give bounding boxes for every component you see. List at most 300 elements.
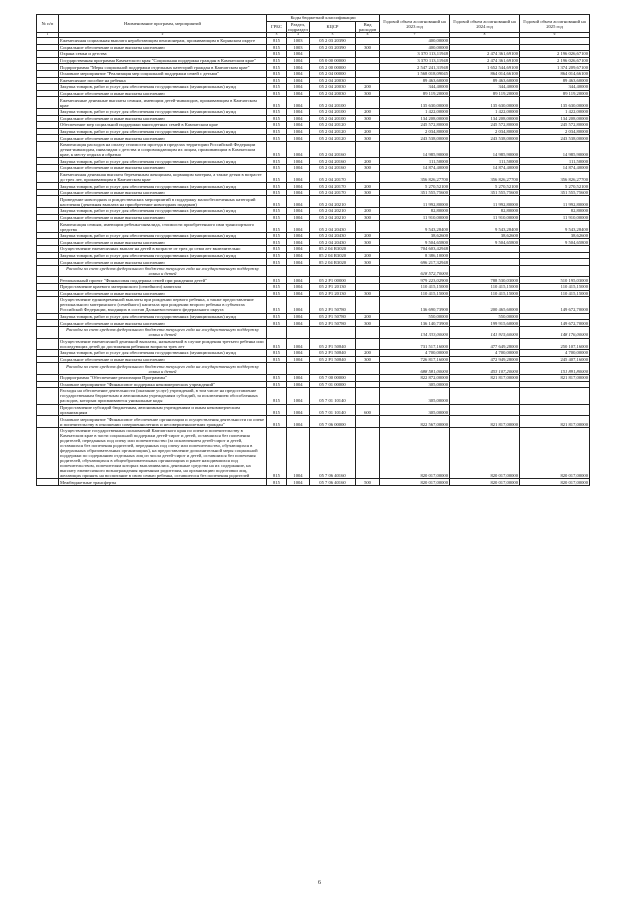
cell-2024: 550,00000 [450,313,520,320]
table-row [37,313,590,320]
cell-2025: 821 817,00000 [520,416,590,428]
cell-name: Социальное обеспечение и иные выплаты населению [59,165,267,172]
cell-vr [356,64,380,71]
cell-name: Закупка товаров, работ и услуг для обеспечения государственных (муниципальных) нужд [59,232,267,239]
cell-num [37,350,59,357]
cell-section: 1004 [287,221,310,233]
cell-section [287,326,310,338]
cell-2024: 820 017,00000 [450,427,520,479]
cell-2023: 618 572,70000 [380,265,450,277]
cell-2024: 2 474 361,69100 [450,57,520,64]
cell-name: Осуществление государственных полномочий Камчатского края по опеке и попечительству в Камчатском крае в части социальной поддержки детей-сирот и детей, оставшихся без попечения родителей, переданных под опеку или попечительство (за исключением детей-сирот и детей, оставшихся без попечения родителей, переданных под опеку или попечительство, обучающихся в федеральных образовательных организациях), на предоставление дополнительной меры социальной поддержки по содержанию отдельных лиц из числа детей-сирот и детей, оставшихся без попечения родителей, обучающихся в общеобразовательных организациях и ранее находившихся под попечительством, попечителям которых выплачивались денежные средства на их содержание, на выплату ежемесячного вознаграждения приемным родителям, на организацию подготовки лиц, желающих принять на воспитание в свою семью ребенка, оставшегося без попечения родителей [59,427,267,479]
cell-vr: 300 [356,290,380,297]
cell-name: Основное мероприятие "Реализация мер социальной поддержки семей с детьми" [59,70,267,77]
table-row [37,90,590,97]
cell-num [37,44,59,51]
cell-grbs: 815 [267,221,287,233]
cell-section: 1004 [287,232,310,239]
cell-2024: 4 700,00000 [450,350,520,357]
cell-2025: 82,80000 [520,208,590,215]
cell-kcsr: 05 0 00 00000 [310,57,356,64]
cell-2024 [450,37,520,44]
cell-grbs: 815 [267,381,287,388]
cell-num [37,77,59,84]
cell-section: 1004 [287,122,310,129]
cell-2024: 89 119,20000 [450,90,520,97]
cell-section [287,265,310,277]
table-row [37,108,590,115]
table-row [37,404,590,416]
cell-2023: 134 208,00000 [380,115,450,122]
cell-name: Ежемесячное пособие на ребенка [59,77,267,84]
col-2023-header: Годовой объем ассигнований на 2023 год [380,15,450,33]
cell-kcsr: 05 2 P1 50780 [310,320,356,327]
cell-grbs: 815 [267,122,287,129]
cell-grbs: 815 [267,165,287,172]
cell-name: Основное мероприятие "Финансовое поддержка некоммерческих учреждений" [59,381,267,388]
cell-section: 1004 [287,97,310,109]
cell-vr: 300 [356,320,380,327]
col-name-header: Наименование программ, мероприятий [59,15,267,33]
cell-grbs: 815 [267,404,287,416]
cell-2023: 2 547 241,31948 [380,64,450,71]
cell-kcsr: 05 7 01 10140 [310,404,356,416]
cell-grbs: 815 [267,77,287,84]
cell-grbs: 815 [267,37,287,44]
cell-2024: 472 949,28000 [450,356,520,363]
cell-name: Государственная программа Камчатского края "Социальная поддержка граждан в Камчатском крае" [59,57,267,64]
cell-grbs [267,363,287,375]
cell-grbs: 815 [267,239,287,246]
cell-name: Социальное обеспечение и иные выплаты населению [59,214,267,221]
cell-kcsr: 05 2 04 20120 [310,122,356,129]
cell-num [37,246,59,253]
cell-section: 1004 [287,381,310,388]
cell-num [37,320,59,327]
cell-2025: 820 017,00000 [520,427,590,479]
cell-2023: 5 270,52100 [380,183,450,190]
cell-kcsr [310,326,356,338]
cell-2025 [520,37,590,44]
cell-section: 1004 [287,196,310,208]
cell-2023: 979 223,02900 [380,277,450,284]
cell-vr [356,427,380,479]
cell-vr [356,277,380,284]
cell-2025: 5 270,52100 [520,183,590,190]
cell-num [37,252,59,259]
cell-2024: 110 415,15000 [450,290,520,297]
cell-2023: 111,50000 [380,158,450,165]
table-row [37,416,590,428]
cell-2025: 344,40000 [520,84,590,91]
cell-grbs: 815 [267,320,287,327]
cell-num [37,297,59,314]
cell-name: Закупка товаров, работ и услуг для обеспечения государственных (муниципальных) нужд [59,208,267,215]
cell-2024: 351 555,75600 [450,189,520,196]
cell-name: Социальное обеспечение и иные выплаты населению [59,320,267,327]
cell-num [37,208,59,215]
cell-2023: 110 415,15000 [380,290,450,297]
cell-section: 1004 [287,57,310,64]
cell-grbs: 815 [267,313,287,320]
cell-2024: 820 017,00000 [450,479,520,486]
cell-grbs: 815 [267,297,287,314]
cell-2023: 135 630,00000 [380,97,450,109]
cell-vr [356,246,380,253]
cell-name: Региональный проект "Финансовая поддержка семей при рождении детей" [59,277,267,284]
column-number: 5 [310,33,356,38]
cell-2024: 356 826,27700 [450,171,520,183]
cell-2023: 4 700,00000 [380,350,450,357]
cell-2024 [450,246,520,253]
cell-name: Социальное обеспечение и иные выплаты населению [59,90,267,97]
table-row [37,265,590,277]
cell-grbs: 815 [267,208,287,215]
cell-kcsr: 05 2 03 20390 [310,44,356,51]
cell-num [37,108,59,115]
cell-2024 [450,265,520,277]
cell-grbs: 815 [267,388,287,405]
cell-kcsr: 05 2 04 20030 [310,77,356,84]
cell-name: Осуществление ежемесячной денежной выплаты, назначаемой в случае рождения третьего ребенка или последующих детей до достижения ребенком возраста трех лет [59,338,267,350]
cell-num [37,416,59,428]
table-row [37,388,590,405]
cell-name: Закупка товаров, работ и услуг для обеспечения государственных (муниципальных) нужд [59,252,267,259]
cell-name: Межбюджетные трансферты [59,479,267,486]
document-page [36,14,589,486]
cell-num [37,165,59,172]
cell-section: 1004 [287,313,310,320]
cell-num [37,404,59,416]
table-row [37,363,590,375]
cell-2023: 305,00000 [380,404,450,416]
cell-num [37,356,59,363]
cell-num [37,259,59,266]
table-row [37,64,590,71]
cell-kcsr [310,265,356,277]
cell-vr [356,57,380,64]
cell-2025: 2 034,80000 [520,128,590,135]
cell-grbs: 815 [267,246,287,253]
cell-2023: 688 581,00000 [380,363,450,375]
cell-vr [356,326,380,338]
cell-num [37,388,59,405]
cell-section: 1003 [287,37,310,44]
cell-2023: 820 017,00000 [380,479,450,486]
cell-kcsr: 05 2 P1 50780 [310,297,356,314]
cell-num [37,479,59,486]
table-body [37,37,590,485]
cell-vr: 300 [356,239,380,246]
cell-section: 1004 [287,128,310,135]
cell-grbs: 815 [267,64,287,71]
cell-name: Социальное обеспечение и иные выплаты населению [59,239,267,246]
cell-grbs [267,265,287,277]
cell-2023: 696 217,32948 [380,259,450,266]
cell-2023: 822 872,00000 [380,374,450,381]
table-row [37,196,590,208]
cell-vr [356,70,380,77]
cell-name: Ежемесячные денежные выплаты семьям, имеющим детей-инвалидов, проживающим в Камчатском крае [59,97,267,109]
cell-name: Расходы на обеспечение деятельности (оказание услуг) учреждений, в том числе на предоставление государственным бюджетным и автономным учреждениям субсидий, за исключением обособленных расходов, которым присваиваются уникальные коды [59,388,267,405]
cell-grbs: 815 [267,283,287,290]
cell-name: Расходы за счет средств федерального бюджета текущего года на государственную поддержку семьи и детей [59,265,267,277]
cell-name: Компенсация расходов на оплату стоимости проезда в пределах территории Российской Федерации детям-инвалидам, инвалидам с детства и сопровождающим их лицам, проживающим в Камчатском крае, к месту отдыха и обратно [59,141,267,158]
table-row [37,221,590,233]
cell-kcsr: 05 2 P1 50840 [310,350,356,357]
cell-vr: 200 [356,108,380,115]
cell-2025: 149 672,70000 [520,320,590,327]
cell-section: 1004 [287,77,310,84]
cell-num [37,115,59,122]
cell-vr: 600 [356,404,380,416]
cell-2023: 400,00000 [380,44,450,51]
col-2025-header: Годовой объем ассигнований на 2025 год [520,15,590,33]
table-row [37,479,590,486]
cell-2025: 2 196 026,67100 [520,51,590,58]
cell-name: Закупка товаров, работ и услуг для обеспечения государственных (муниципальных) нужд [59,128,267,135]
cell-grbs: 815 [267,128,287,135]
cell-vr: 300 [356,90,380,97]
cell-2024 [450,252,520,259]
cell-2024: 110 415,15000 [450,283,520,290]
cell-2024: 821 817,00000 [450,374,520,381]
cell-vr: 200 [356,232,380,239]
cell-vr [356,51,380,58]
cell-2023: 38,62600 [380,232,450,239]
cell-section: 1004 [287,239,310,246]
cell-2025 [520,246,590,253]
cell-2025: 89 463,60000 [520,77,590,84]
cell-2024 [450,44,520,51]
cell-kcsr: 05 2 04 20160 [310,158,356,165]
cell-num [37,128,59,135]
cell-num [37,64,59,71]
cell-2023: 136 690,73900 [380,297,450,314]
cell-2023: 820 017,00000 [380,427,450,479]
cell-kcsr: 05 2 04 20430 [310,239,356,246]
cell-vr: 300 [356,165,380,172]
table-row [37,381,590,388]
cell-kcsr: 05 7 00 00000 [310,374,356,381]
cell-kcsr: 05 2 04 00000 [310,70,356,77]
table-row [37,290,590,297]
cell-kcsr: 05 2 04 20210 [310,196,356,208]
cell-2025: 245 407,16000 [520,356,590,363]
cell-num [37,189,59,196]
cell-2023: 134 333,00000 [380,326,450,338]
cell-num [37,427,59,479]
budget-table [36,14,590,486]
cell-grbs: 815 [267,70,287,77]
cell-2023: 305,00000 [380,381,450,388]
cell-vr [356,283,380,290]
cell-num [37,70,59,77]
cell-grbs: 815 [267,108,287,115]
cell-section: 1004 [287,320,310,327]
cell-section: 1004 [287,51,310,58]
cell-section: 1004 [287,141,310,158]
cell-name: Социальное обеспечение и иные выплаты населению [59,135,267,142]
cell-2025: 2 196 026,67100 [520,57,590,64]
cell-vr [356,265,380,277]
cell-kcsr: 05 2 P1 50780 [310,313,356,320]
cell-2025 [520,313,590,320]
col-num-header: № п/п [37,15,59,33]
col-2024-header: Годовой объем ассигнований на 2024 год [450,15,520,33]
cell-2025: 134 208,00000 [520,115,590,122]
cell-name: Осуществление единовременной выплаты при рождении первого ребенка, а также предоставление регионального материнского (семейного) капитала при рождении второго ребенка в субъектах Российской Федерации, входящих в состав Дальневосточного федерального округа [59,297,267,314]
cell-2024: 5 270,52100 [450,183,520,190]
cell-2024: 14 985,90000 [450,141,520,158]
cell-2025: 820 017,00000 [520,479,590,486]
cell-num [37,277,59,284]
cell-vr [356,37,380,44]
cell-kcsr: 05 2 04 R3020 [310,259,356,266]
cell-num [37,158,59,165]
cell-name: Социальное обеспечение и иные выплаты населению [59,115,267,122]
col-codes-header: Коды бюджетной классификации [267,15,380,22]
cell-section: 1004 [287,135,310,142]
cell-2025 [520,259,590,266]
cell-grbs: 815 [267,158,287,165]
cell-2024: 11 910,00000 [450,214,520,221]
cell-2024: 1 652 544,69100 [450,64,520,71]
cell-2025 [520,388,590,405]
cell-name: Подпрограмма "Обеспечение реализации Программы" [59,374,267,381]
cell-2025: 9 543,28400 [520,221,590,233]
cell-kcsr: 05 2 04 20210 [310,208,356,215]
cell-section: 1004 [287,277,310,284]
cell-num [37,90,59,97]
cell-name: Закупка товаров, работ и услуг для обеспечения государственных (муниципальных) нужд [59,84,267,91]
cell-grbs: 815 [267,427,287,479]
cell-num [37,122,59,129]
cell-grbs: 815 [267,44,287,51]
cell-2025: 243 538,00000 [520,135,590,142]
cell-name: Закупка товаров, работ и услуг для обеспечения государственных (муниципальных) нужд [59,350,267,357]
cell-2024: 14 874,40000 [450,165,520,172]
cell-2025: 110 415,15000 [520,290,590,297]
cell-num [37,196,59,208]
cell-kcsr: 05 2 04 20430 [310,232,356,239]
cell-section: 1004 [287,427,310,479]
cell-kcsr: 05 2 04 20030 [310,90,356,97]
cell-vr: 300 [356,214,380,221]
cell-2023: 14 874,40000 [380,165,450,172]
cell-kcsr: 05 2 03 20390 [310,37,356,44]
table-row [37,189,590,196]
cell-num [37,283,59,290]
cell-kcsr: 05 7 01 10140 [310,388,356,405]
cell-name: Проведение новогодних и рождественских мероприятий в поддержку малообеспеченных категорий населения (денежная выплата на приобретение новогодних подарков) [59,196,267,208]
table-row [37,57,590,64]
cell-grbs: 815 [267,196,287,208]
table-row [37,232,590,239]
cell-section: 1004 [287,404,310,416]
cell-vr: 300 [356,115,380,122]
cell-kcsr: 05 2 04 R3020 [310,252,356,259]
table-row [37,427,590,479]
cell-2024: 864 014,66100 [450,70,520,77]
cell-2024: 453 107,20000 [450,363,520,375]
table-row [37,97,590,109]
cell-section: 1004 [287,356,310,363]
cell-section: 1003 [287,44,310,51]
cell-kcsr: 05 7 06 40160 [310,427,356,479]
cell-section: 1004 [287,338,310,350]
column-number: 1 [37,33,59,38]
cell-name: Закупка товаров, работ и услуг для обеспечения государственных (муниципальных) нужд [59,183,267,190]
cell-section: 1004 [287,297,310,314]
cell-grbs: 815 [267,290,287,297]
cell-name: Закупка товаров, работ и услуг для обеспечения государственных (муниципальных) нужд [59,313,267,320]
cell-2025 [520,44,590,51]
cell-2024: 200 465,60000 [450,297,520,314]
cell-kcsr [310,51,356,58]
cell-vr [356,374,380,381]
cell-num [37,232,59,239]
cell-2023: 9 543,28400 [380,221,450,233]
table-row [37,239,590,246]
cell-kcsr [310,363,356,375]
cell-2023: 1 568 018,09045 [380,70,450,77]
cell-kcsr: 05 2 04 20030 [310,84,356,91]
cell-kcsr: 05 2 P1 20130 [310,283,356,290]
cell-name: Подпрограмма "Меры социальной поддержки отдельных категорий граждан в Камчатском крае" [59,64,267,71]
cell-grbs: 815 [267,350,287,357]
cell-name: Социальное обеспечение и иные выплаты населению [59,290,267,297]
cell-2024: 9 543,28400 [450,221,520,233]
cell-kcsr: 05 2 04 20170 [310,183,356,190]
cell-num [37,381,59,388]
cell-section: 1004 [287,479,310,486]
cell-name: Расходы за счет средств федерального бюджета текущего года на государственную поддержку семьи и детей [59,363,267,375]
page-number: 6 [318,880,321,886]
cell-section [287,363,310,375]
table-row [37,183,590,190]
cell-2024: 9 504,65800 [450,239,520,246]
table-row [37,246,590,253]
cell-num [37,51,59,58]
cell-kcsr: 05 2 P1 50840 [310,338,356,350]
cell-2024 [450,259,520,266]
cell-section: 1004 [287,115,310,122]
cell-vr: 200 [356,84,380,91]
col-vr-header: Вид расходов [356,21,380,33]
cell-2024: 788 530,03000 [450,277,520,284]
cell-section: 1004 [287,90,310,97]
cell-grbs: 815 [267,135,287,142]
table-row [37,326,590,338]
cell-name: Ежемесячная социальная выплата неработающим пенсионерам, проживающим в Корякском округе [59,37,267,44]
cell-kcsr: 05 2 04 20120 [310,135,356,142]
table-row [37,70,590,77]
cell-kcsr: 05 2 04 20100 [310,115,356,122]
cell-name: Социальное обеспечение и иные выплаты населению [59,189,267,196]
cell-vr [356,97,380,109]
table-row [37,158,590,165]
cell-section: 1004 [287,259,310,266]
cell-section: 1004 [287,171,310,183]
cell-2025: 110 415,15000 [520,283,590,290]
cell-section: 1004 [287,214,310,221]
cell-section: 1004 [287,64,310,71]
col-section-header: Раздел, подраздел [288,21,308,32]
cell-vr [356,221,380,233]
cell-2023: 550,00000 [380,313,450,320]
table-row [37,84,590,91]
